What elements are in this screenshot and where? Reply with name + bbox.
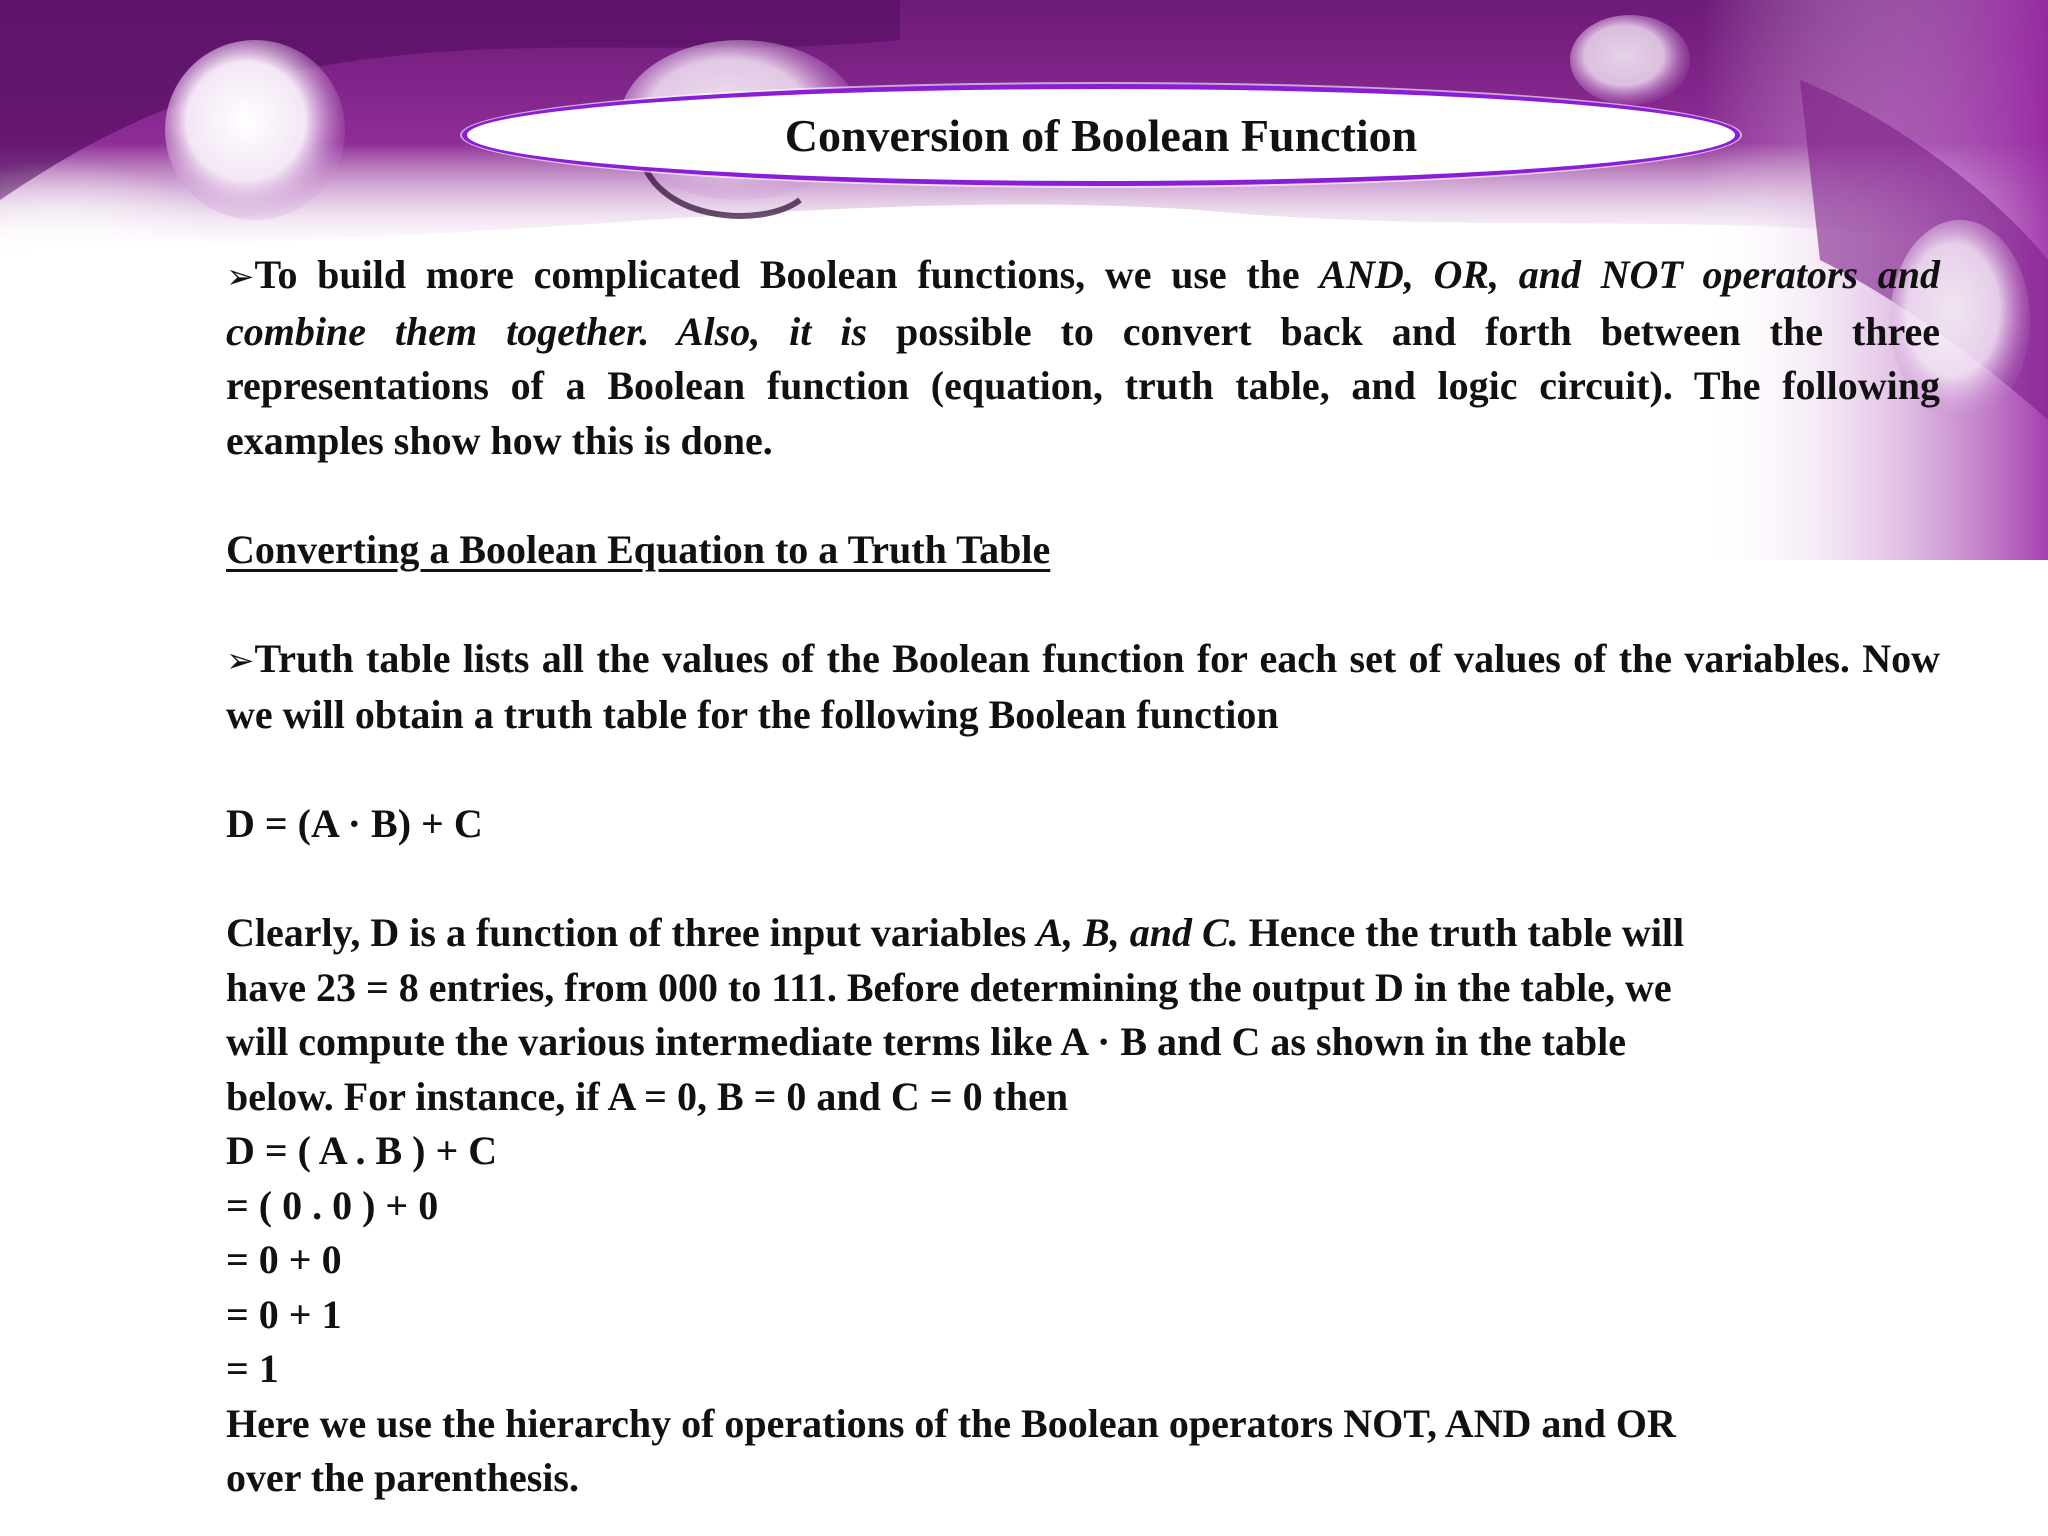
- spacer: [226, 577, 1940, 632]
- derivation-step: = 0 + 0: [226, 1237, 342, 1282]
- closing-line-2: over the parenthesis.: [226, 1455, 579, 1500]
- explanation-variables: A, B, and C.: [1036, 910, 1239, 955]
- explanation-text: Clearly, D is a function of three input variables: [226, 910, 1037, 955]
- spacer: [226, 852, 1940, 907]
- truth-table-paragraph: [226, 632, 1940, 743]
- section-heading: Converting a Boolean Equation to a Truth Table: [226, 526, 1051, 572]
- intro-text-part1: To build more complicated Boolean functions, we use the: [254, 252, 1320, 297]
- explanation-line-4: below. For instance, if A = 0, B = 0 and C = 0 then: [226, 1073, 1069, 1119]
- slide-title: Conversion of Boolean Function: [784, 109, 1418, 161]
- explanation-line-3: will compute the various intermediate terms like A · B and C as shown in the table: [226, 1019, 1626, 1064]
- arrow-bullet-icon: ➢: [226, 640, 255, 681]
- explanation-text: Hence the truth table will: [1238, 910, 1685, 955]
- spacer: [226, 743, 1940, 798]
- intro-text-italic: AND, OR, and NOT operators and combine them together. Also, it is: [226, 252, 1940, 354]
- closing-line-1: Here we use the hierarchy of operations of the Boolean operators NOT, AND and OR: [226, 1400, 1676, 1446]
- derivation-step: = 0 + 1: [226, 1291, 342, 1337]
- slide-body: [226, 248, 1940, 1506]
- boolean-equation: D = (A · B) + C: [226, 801, 483, 846]
- title-banner: [462, 84, 1740, 186]
- intro-text-part2: possible to convert back and forth between the three representations of a Boolean function (equation, truth table, and logic circuit). The following examples show how this is done.: [226, 308, 1940, 463]
- derivation-step: D = ( A . B ) + C: [226, 1128, 498, 1173]
- explanation-line-2: have 23 = 8 entries, from 000 to 111. Before determining the output D in the table, we: [226, 964, 1672, 1010]
- truth-table-text: Truth table lists all the values of the Boolean function for each set of values of the variables. Now we will obtain a truth table for the following Boolean function: [226, 635, 1940, 737]
- spacer: [226, 468, 1940, 523]
- arrow-bullet-icon: ➢: [226, 257, 255, 297]
- explanation-line-1: [226, 906, 1940, 961]
- derivation-step: = 1: [226, 1346, 279, 1391]
- derivation-step: = ( 0 . 0 ) + 0: [226, 1182, 439, 1228]
- intro-paragraph: [226, 248, 1940, 468]
